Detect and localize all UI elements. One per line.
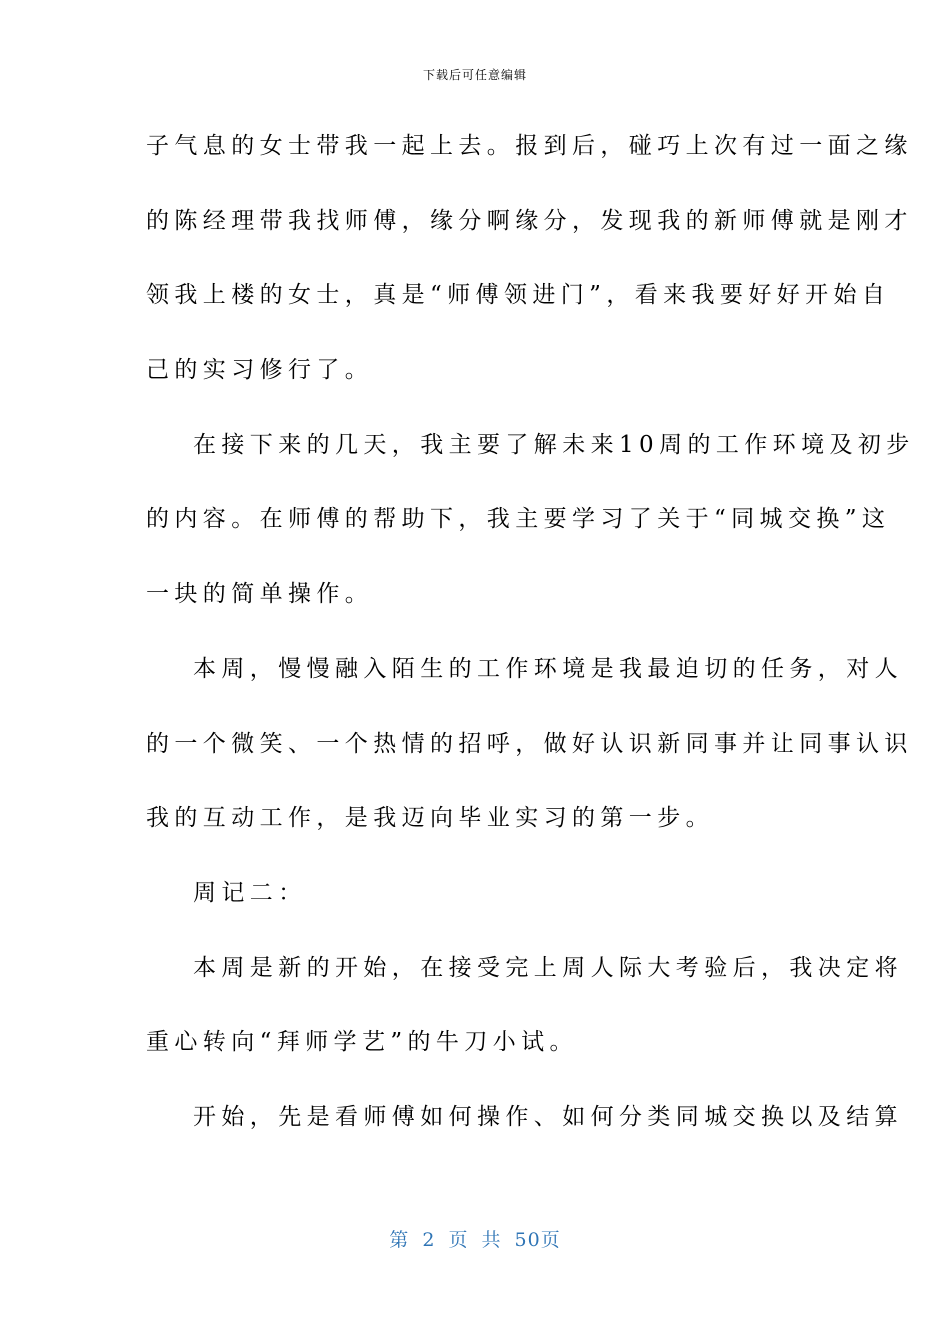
text-line: 开始，先是看师傅如何操作、如何分类同城交换以及结算 bbox=[193, 1103, 903, 1130]
text-line: 领我上楼的女士，真是“师傅领进门”，看来我要好好开始自 bbox=[146, 282, 891, 309]
section-heading: 周记二： bbox=[193, 879, 307, 906]
text-line: 重心转向“拜师学艺”的牛刀小试。 bbox=[146, 1029, 578, 1056]
text-line: 本周是新的开始，在接受完上周人际大考验后，我决定将 bbox=[193, 954, 903, 981]
text-line: 在接下来的几天，我主要了解未来10周的工作环境及初步 bbox=[193, 431, 915, 458]
page-header: 下载后可任意编辑 bbox=[422, 68, 527, 82]
text-line: 的内容。在师傅的帮助下，我主要学习了关于“同城交换”这 bbox=[146, 506, 891, 533]
text-line: 一块的简单操作。 bbox=[146, 581, 374, 608]
text-line: 的一个微笑、一个热情的招呼，做好认识新同事并让同事认识 bbox=[146, 730, 913, 757]
document-body bbox=[146, 118, 915, 1164]
text-line: 本周，慢慢融入陌生的工作环境是我最迫切的任务，对人 bbox=[193, 655, 903, 682]
text-line: 子气息的女士带我一起上去。报到后，碰巧上次有过一面之缘 bbox=[146, 133, 913, 159]
text-line: 的陈经理带我找师傅，缘分啊缘分，发现我的新师傅就是刚才 bbox=[146, 207, 913, 234]
text-line: 我的互动工作，是我迈向毕业实习的第一步。 bbox=[146, 805, 714, 832]
text-line: 己的实习修行了。 bbox=[146, 357, 374, 384]
page-footer: 第 2 页 共 50页 bbox=[389, 1229, 561, 1251]
